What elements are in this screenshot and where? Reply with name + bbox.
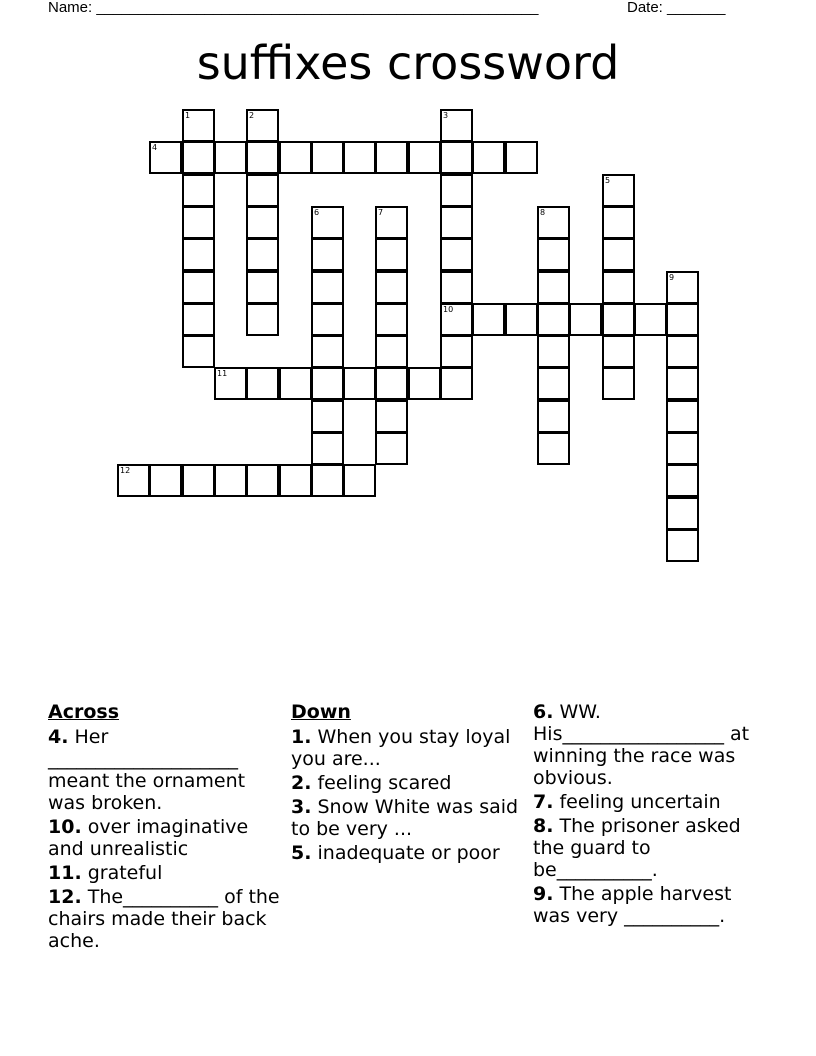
crossword-cell[interactable]	[117, 464, 150, 497]
clue-text: Snow White was said to be very ...	[291, 796, 519, 840]
crossword-cell[interactable]	[505, 303, 538, 336]
crossword-cell[interactable]	[311, 271, 344, 304]
crossword-cell[interactable]	[505, 141, 538, 174]
crossword-cell[interactable]	[537, 271, 570, 304]
crossword-cell[interactable]	[182, 238, 215, 271]
crossword-cell[interactable]	[537, 238, 570, 271]
crossword-cell[interactable]	[440, 303, 473, 336]
crossword-cell[interactable]	[440, 206, 473, 239]
crossword-cell[interactable]	[246, 271, 279, 304]
crossword-cell[interactable]	[666, 497, 699, 530]
clue-item	[291, 796, 529, 840]
clue-text: Her ____________________ meant the ornament was broken.	[48, 726, 246, 814]
crossword-cell[interactable]	[214, 141, 247, 174]
down-clue-list-continued	[533, 701, 773, 927]
crossword-cell[interactable]	[666, 529, 699, 562]
crossword-cell[interactable]	[472, 141, 505, 174]
crossword-cell[interactable]	[311, 464, 344, 497]
clue-number: 1.	[291, 726, 312, 748]
date-field-label: Date: _______	[627, 0, 726, 16]
clue-number: 2.	[291, 772, 312, 794]
crossword-cell[interactable]	[149, 141, 182, 174]
crossword-cell[interactable]	[666, 464, 699, 497]
crossword-cell[interactable]	[214, 464, 247, 497]
cell-number: 7	[378, 208, 384, 217]
clue-number: 10.	[48, 816, 82, 838]
crossword-cell[interactable]	[602, 367, 635, 400]
crossword-cell[interactable]	[214, 367, 247, 400]
crossword-cell[interactable]	[182, 206, 215, 239]
clue-number: 5.	[291, 842, 312, 864]
crossword-cell[interactable]	[375, 141, 408, 174]
clue-item	[48, 886, 286, 952]
clue-text: feeling uncertain	[553, 791, 721, 813]
clue-text: inadequate or poor	[311, 842, 500, 864]
crossword-cell[interactable]	[343, 367, 376, 400]
clue-text: The__________ of the chairs made their back ache.	[48, 886, 280, 952]
crossword-cell[interactable]	[537, 432, 570, 465]
down-clues-column	[291, 701, 529, 866]
crossword-cell[interactable]	[472, 303, 505, 336]
crossword-cell[interactable]	[375, 271, 408, 304]
crossword-cell[interactable]	[375, 206, 408, 239]
crossword-cell[interactable]	[182, 141, 215, 174]
crossword-cell[interactable]	[602, 206, 635, 239]
crossword-cell[interactable]	[602, 303, 635, 336]
down-clue-list	[291, 726, 529, 864]
cell-number: 1	[185, 111, 191, 120]
clue-number: 9.	[533, 883, 554, 905]
crossword-cell[interactable]	[666, 303, 699, 336]
clue-number: 8.	[533, 815, 554, 837]
crossword-cell[interactable]	[440, 238, 473, 271]
crossword-cell[interactable]	[246, 464, 279, 497]
crossword-cell[interactable]	[343, 141, 376, 174]
crossword-cell[interactable]	[279, 367, 312, 400]
crossword-cell[interactable]	[602, 238, 635, 271]
crossword-cell[interactable]	[666, 432, 699, 465]
crossword-cell[interactable]	[246, 109, 279, 142]
clue-number: 4.	[48, 726, 69, 748]
crossword-cell[interactable]	[440, 367, 473, 400]
crossword-cell[interactable]	[602, 335, 635, 368]
crossword-cell[interactable]	[440, 335, 473, 368]
crossword-cell[interactable]	[311, 303, 344, 336]
crossword-cell[interactable]	[408, 367, 441, 400]
crossword-cell[interactable]	[375, 335, 408, 368]
clue-text: The prisoner asked the guard to be__________.	[533, 815, 741, 881]
crossword-cell[interactable]	[149, 464, 182, 497]
cell-number: 5	[605, 176, 611, 185]
crossword-cell[interactable]	[246, 238, 279, 271]
clue-text: feeling scared	[311, 772, 452, 794]
crossword-cell[interactable]	[666, 271, 699, 304]
clue-number: 6.	[533, 701, 554, 723]
clue-text: WW. His_________________ at winning the race was obvious.	[533, 701, 750, 789]
clue-number: 11.	[48, 862, 82, 884]
cell-number: 11	[217, 369, 228, 378]
page-title: suffixes crossword	[196, 36, 620, 90]
crossword-cell[interactable]	[634, 303, 667, 336]
clue-item	[291, 726, 529, 770]
crossword-cell[interactable]	[279, 141, 312, 174]
crossword-cell[interactable]	[311, 335, 344, 368]
crossword-cell[interactable]	[311, 238, 344, 271]
crossword-cell[interactable]	[440, 271, 473, 304]
crossword-cell[interactable]	[311, 141, 344, 174]
crossword-cell[interactable]	[246, 174, 279, 207]
crossword-cell[interactable]	[311, 206, 344, 239]
crossword-cell[interactable]	[666, 400, 699, 433]
crossword-cell[interactable]	[246, 303, 279, 336]
crossword-cell[interactable]	[537, 400, 570, 433]
crossword-cell[interactable]	[375, 432, 408, 465]
crossword-cell[interactable]	[182, 335, 215, 368]
crossword-cell[interactable]	[182, 464, 215, 497]
crossword-cell[interactable]	[246, 206, 279, 239]
across-clues-column	[48, 701, 286, 954]
cell-number: 2	[249, 111, 255, 120]
clue-number: 3.	[291, 796, 312, 818]
cell-number: 12	[120, 466, 131, 475]
cell-number: 3	[443, 111, 449, 120]
crossword-cell[interactable]	[666, 367, 699, 400]
crossword-cell[interactable]	[246, 367, 279, 400]
crossword-cell[interactable]	[602, 271, 635, 304]
across-clue-list	[48, 726, 286, 952]
crossword-cell[interactable]	[537, 367, 570, 400]
cell-number: 9	[669, 273, 675, 282]
crossword-cell[interactable]	[311, 432, 344, 465]
clue-item	[48, 862, 286, 884]
crossword-cell[interactable]	[537, 206, 570, 239]
crossword-cell[interactable]	[182, 109, 215, 142]
down-heading: Down	[291, 701, 351, 723]
crossword-cell[interactable]	[311, 367, 344, 400]
crossword-cell[interactable]	[279, 464, 312, 497]
clue-item	[533, 815, 773, 881]
clue-number: 12.	[48, 886, 82, 908]
clue-text: over imaginative and unrealistic	[48, 816, 249, 860]
crossword-cell[interactable]	[182, 271, 215, 304]
clue-text: When you stay loyal you are...	[291, 726, 511, 770]
down-clues-column-continued	[533, 701, 773, 929]
name-field-label: Name: _____________________________________________________	[48, 0, 539, 16]
crossword-cell[interactable]	[246, 141, 279, 174]
crossword-cell[interactable]	[375, 367, 408, 400]
crossword-cell[interactable]	[537, 335, 570, 368]
crossword-cell[interactable]	[537, 303, 570, 336]
crossword-cell[interactable]	[375, 238, 408, 271]
clue-item	[48, 816, 286, 860]
clue-item	[533, 791, 773, 813]
crossword-cell[interactable]	[182, 303, 215, 336]
crossword-cell[interactable]	[440, 109, 473, 142]
crossword-cell[interactable]	[440, 174, 473, 207]
crossword-cell[interactable]	[440, 141, 473, 174]
clue-number: 7.	[533, 791, 554, 813]
crossword-cell[interactable]	[182, 174, 215, 207]
across-heading: Across	[48, 701, 120, 723]
clue-item	[291, 772, 529, 794]
crossword-cell[interactable]	[311, 400, 344, 433]
crossword-cell[interactable]	[343, 464, 376, 497]
clue-item	[533, 701, 773, 789]
cell-number: 8	[540, 208, 546, 217]
cell-number: 4	[152, 143, 158, 152]
cell-number: 6	[314, 208, 320, 217]
crossword-cell[interactable]	[666, 335, 699, 368]
clue-item	[48, 726, 286, 814]
crossword-cell[interactable]	[375, 303, 408, 336]
crossword-cell[interactable]	[375, 400, 408, 433]
clue-text: The apple harvest was very __________.	[533, 883, 732, 927]
crossword-cell[interactable]	[602, 174, 635, 207]
clue-item	[291, 842, 529, 864]
cell-number: 10	[443, 305, 454, 314]
clue-text: grateful	[81, 862, 163, 884]
crossword-cell[interactable]	[569, 303, 602, 336]
crossword-cell[interactable]	[408, 141, 441, 174]
clue-item	[533, 883, 773, 927]
